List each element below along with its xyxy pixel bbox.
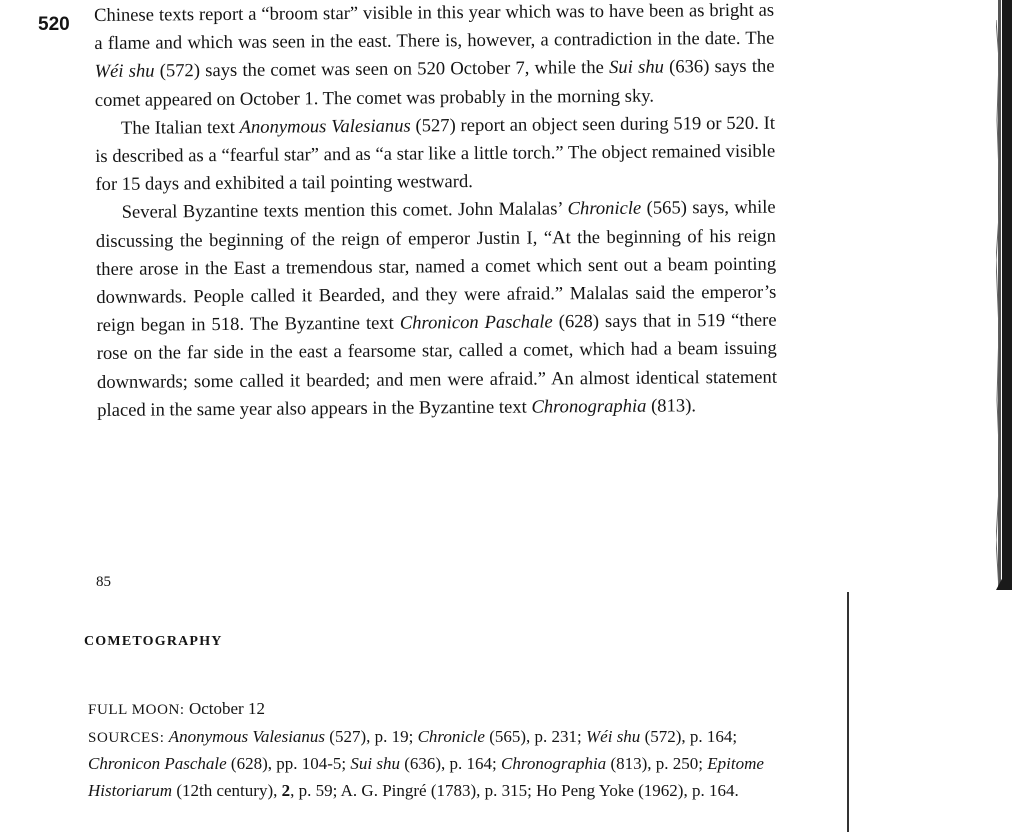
text-run: Several Byzantine texts mention this comet. John Malalas’ xyxy=(121,198,568,224)
text-run: (636) says the comet appeared on October 1. The comet was probably in the morning sky. xyxy=(94,56,775,111)
sources-label: SOURCES: xyxy=(88,729,165,746)
italic-title: Chronicle xyxy=(417,726,485,746)
page-gutter-line xyxy=(847,592,849,832)
text-run: Chinese texts report a “broom star” visible in this year which was to have been as bright as a flame and which was seen in the east. There is, however, a contradiction in the date. The xyxy=(94,0,775,55)
text-run: (636), p. 164; xyxy=(399,754,502,773)
entry-text xyxy=(94,0,777,425)
italic-title: Chronographia xyxy=(501,754,607,773)
paragraph-2 xyxy=(95,109,776,199)
full-moon-label: FULL MOON: xyxy=(88,702,185,718)
entry-year: 520 xyxy=(38,14,70,35)
text-run: (628) says that in 519 “there rose on the far side in the east a fearsome star, called a comet, which had a beam issuing downwards; some called it bearded; and men were afraid.” An almost identical statement placed in the same year also appears in the Byzantine text xyxy=(96,309,778,421)
text-run: (572) says the comet was seen on 520 October 7, while the xyxy=(154,57,610,82)
full-moon-line xyxy=(88,696,778,724)
text-run: (813). xyxy=(646,395,697,417)
italic-title: Sui shu xyxy=(608,56,664,79)
text-run: (565) says, while discussing the beginning of the reign of emperor Justin I, “At the beginning of his reign there arose in the East a tremendous star, named a comet which sent out a beam pointing downwards. People called it Bearded, and they were afraid.” Malalas said the emperor’s reign began in 518. The Byzantine text xyxy=(95,197,777,337)
italic-title: Epitome Historiarum xyxy=(88,754,764,800)
italic-title: Anonymous Valesianus xyxy=(239,115,411,138)
text-run: (565), p. 231; xyxy=(484,726,587,746)
paragraph-1 xyxy=(94,0,775,115)
page-edge-shadow xyxy=(996,0,1012,590)
text-run: (527) report an object seen during 519 or 520. It is described as a “fearful star” and as “a star like a little torch.” The object remained visible for 15 days and exhibited a tail pointing westward. xyxy=(95,112,776,196)
running-head: COMETOGRAPHY xyxy=(84,634,223,649)
italic-title: Sui shu xyxy=(350,754,400,773)
page-lower xyxy=(0,600,1012,832)
text-run: , p. 59; A. G. Pingré (1783), p. 315; Ho Peng Yoke (1962), p. 164. xyxy=(290,780,739,800)
italic-title: Wéi shu xyxy=(94,60,155,83)
italic-title: Chronicon Paschale xyxy=(88,754,227,773)
text-run: (813), p. 250; xyxy=(606,754,708,773)
text-run: The Italian text xyxy=(120,116,240,139)
italic-title: Chronicon Paschale xyxy=(399,311,553,334)
text-run: (12th century), xyxy=(172,780,282,800)
italic-title: Chronographia xyxy=(531,395,647,418)
text-run: (527), p. 19; xyxy=(325,726,418,746)
text-run: (628), pp. 104-5; xyxy=(226,754,351,773)
volume-number: 2 xyxy=(281,780,291,800)
sources-line xyxy=(88,724,778,805)
italic-title: Anonymous Valesianus xyxy=(168,726,326,746)
full-moon-value: October 12 xyxy=(188,699,265,718)
paragraph-3 xyxy=(96,194,778,425)
sources-text xyxy=(88,727,764,800)
text-run: (572), p. 164; xyxy=(640,726,738,746)
italic-title: Chronicle xyxy=(567,198,642,220)
entry-metadata xyxy=(88,696,778,804)
page-number: 85 xyxy=(96,574,111,590)
italic-title: Wéi shu xyxy=(586,726,641,746)
